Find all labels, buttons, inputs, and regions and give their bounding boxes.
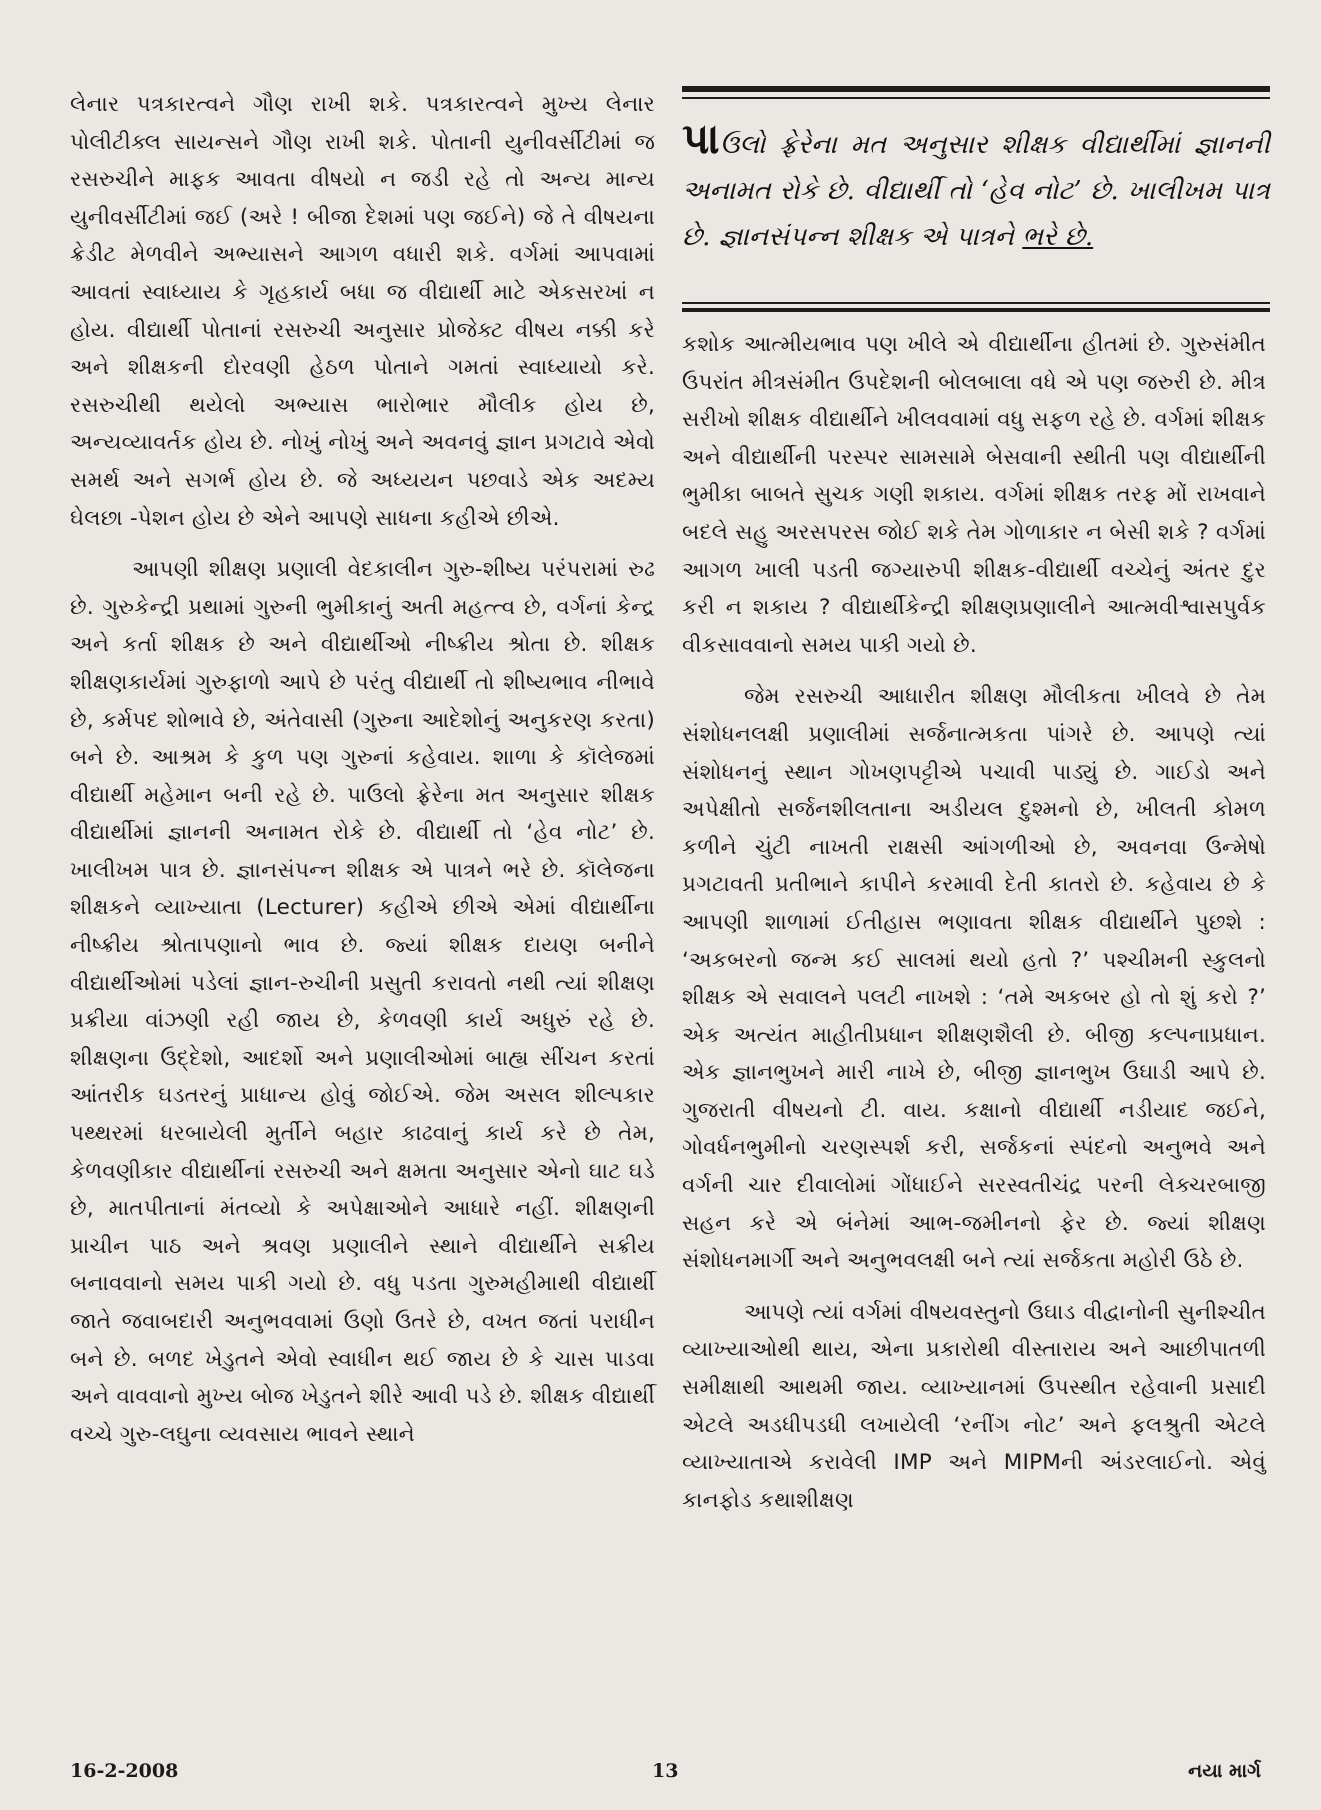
footer-page-number: 13 (652, 1760, 679, 1782)
pullquote-top-thin-rule (682, 97, 1270, 99)
footer-magazine-name: નયા માર્ગ (1188, 1760, 1261, 1782)
right-paragraph-2: જેમ રસરુચી આધારીત શીક્ષણ મૌલીકતા ખીલવે છે તેમ સંશોધનલક્ષી પ્રણાલીમાં સર્જનાત્મકતા પાંગરે છે. આપણે ત્યાં સંશોધનનું સ્થાન ગોખણપટ્ટીએ પચાવી પાડ્યું છે. ગાઈડો અને અપેક્ષીતો સર્જનશીલતાના અડીયલ દુશ્મનો છે, ખીલતી કોમળ કળીને ચુંટી નાખતી રાક્ષસી આંગળીઓ છે, અવનવા ઉન્મેષો પ્રગટાવતી પ્રતીભાને કાપીને કરમાવી દેતી કાતરો છે. કહેવાય છે કે આપણી શાળામાં ઈતીહાસ ભણાવતા શીક્ષક વીદ્યાર્થીને પુછશે : ‘અકબરનો જન્મ કઈ સાલમાં થયો હતો ?’ પશ્ચીમની સ્કુલનો શીક્ષક એ સવાલને પલટી નાખશે : ‘તમે અકબર હો તો શું કરો ?’ એક અત્યંત માહીતીપ્રધાન શીક્ષણશૈલી છે. બીજી કલ્પનાપ્રધાન. એક જ્ઞાનભુખને મારી નાખે છે, બીજી જ્ઞાનભુખ ઉઘાડી આપે છે. ગુજરાતી વીષયનો ટી. વાય. કક્ષાનો વીદ્યાર્થી નડીયાદ જઈને, ગોવર્ધનભુમીનો ચરણસ્પર્શ કરી, સર્જકનાં સ્પંદનો અનુભવે અને વર્ગની ચાર દીવાલોમાં ગોંધાઈને સરસ્વતીચંદ્ર પરની લેક્ચરબાજી સહન કરે એ બંનેમાં આભ-જમીનનો ફેર છે. જ્યાં શીક્ષણ સંશોધનમાર્ગી અને અનુભવલક્ષી બને ત્યાં સર્જકતા મહોરી ઉઠે છે. (682, 684, 1266, 1274)
right-paragraph-1: કશોક આત્મીયભાવ પણ ખીલે એ વીદ્યાર્થીના હીતમાં છે. ગુરુસંમીત ઉપરાંત મીત્રસંમીત ઉપદેશની બોલબાલા વધે એ પણ જરુરી છે. મીત્ર સરીખો શીક્ષક વીદ્યાર્થીને ખીલવવામાં વધુ સફળ રહે છે. વર્ગમાં શીક્ષક અને વીદ્યાર્થીની પરસ્પર સામસામે બેસવાની સ્થીતી પણ વીદ્યાર્થીની ભુમીકા બાબતે સુચક ગણી શકાય. વર્ગમાં શીક્ષક તરફ મોં રાખવાને બદલે સહુ અરસપરસ જોઈ શકે તેમ ગોળાકાર ન બેસી શકે ? વર્ગમાં આગળ ખાલી પડતી જગ્યારુપી શીક્ષક-વીદ્યાર્થી વચ્ચેનું અંતર દુર કરી ન શકાય ? વીદ્યાર્થીકેન્દ્રી શીક્ષણપ્રણાલીને આત્મવીશ્વાસપુર્વક વીકસાવવાનો સમય પાકી ગયો છે. (682, 332, 1266, 658)
left-paragraph-1: લેનાર પત્રકારત્વને ગૌણ રાખી શકે. પત્રકારત્વને મુખ્ય લેનાર પોલીટીક્લ સાયન્સને ગૌણ રાખી શકે. પોતાની યુનીવર્સીટીમાં જ રસરુચીને માફક આવતા વીષયો ન જડી રહે તો અન્ય માન્ય યુનીવર્સીટીમાં જઈ (અરે ! બીજા દેશમાં પણ જઈને) જે તે વીષયના ક્રેડીટ મેળવીને અભ્યાસને આગળ વધારી શકે. વર્ગમાં આપવામાં આવતાં સ્વાધ્યાય કે ગૃહકાર્ય બધા જ વીદ્યાર્થી માટે એકસરખાં ન હોય. વીદ્યાર્થી પોતાનાં રસરુચી અનુસાર પ્રોજેક્ટ વીષય નક્કી કરે અને શીક્ષકની દોરવણી હેઠળ પોતાને ગમતાં સ્વાધ્યાયો કરે. રસરુચીથી થયેલો અભ્યાસ ભારોભાર મૌલીક હોય છે, અન્યવ્યાવર્તક હોય છે. નોખું નોખું અને અવનવું જ્ઞાન પ્રગટાવે એવો સમર્થ અને સગર્ભ હોય છે. જે અધ્યયન પછવાડે એક અદમ્ય ઘેલછા -પેશન હોય છે એને આપણે સાધના કહીએ છીએ. (70, 92, 655, 531)
pullquote-top-thick-rule (682, 86, 1270, 92)
pull-quote-last-line: ભરે છે. (1022, 222, 1094, 252)
right-paragraph-3: આપણે ત્યાં વર્ગમાં વીષયવસ્તુનો ઉઘાડ વીદ્વાનોની સુનીશ્ચીત વ્યાખ્યાઓથી થાય, એના પ્રકારોથી વીસ્તારાય અને આછીપાતળી સમીક્ષાથી આથમી જાય. વ્યાખ્યાનમાં ઉપસ્થીત રહેવાની પ્રસાદી એટલે અડધીપડધી લખાયેલી ‘રનીંગ નોટ’ અને ફલશ્રુતી એટલે વ્યાખ્યાતાએ કરાવેલી IMP અને MIPMની અંડરલાઈનો. એવું કાનફોડ કથાશીક્ષણ (682, 1299, 1266, 1513)
pull-quote-dropcap: પા (682, 114, 720, 163)
right-column (682, 326, 1266, 1519)
pullquote-bottom-thin-rule (682, 302, 1270, 304)
left-paragraph-2: આપણી શીક્ષણ પ્રણાલી વેદકાલીન ગુરુ-શીષ્ય પરંપરામાં રુઢ છે. ગુરુકેન્દ્રી પ્રથામાં ગુરુની ભુમીકાનું અતી મહત્ત્વ છે, વર્ગનાં કેન્દ્ર અને કર્તા શીક્ષક છે અને વીદ્યાર્થીઓ નીષ્ક્રીય શ્રોતા છે. શીક્ષક શીક્ષણકાર્યમાં ગુરુફાળો આપે છે પરંતુ વીદ્યાર્થી તો શીષ્યભાવ નીભાવે છે, કર્મપદ શોભાવે છે, અંતેવાસી (ગુરુના આદેશોનું અનુકરણ કરતા) બને છે. આશ્રમ કે કુળ પણ ગુરુનાં કહેવાય. શાળા કે કૉલેજમાં વીદ્યાર્થી મહેમાન બની રહે છે. પાઉલો ફ્રેરેના મત અનુસાર શીક્ષક વીદ્યાર્થીમાં જ્ઞાનની અનામત રોકે છે. વીદ્યાર્થી તો ‘હેવ નોટ’ છે. ખાલીખમ પાત્ર છે. જ્ઞાનસંપન્ન શીક્ષક એ પાત્રને ભરે છે. કૉલેજના શીક્ષકને વ્યાખ્યાતા (Lecturer) કહીએ છીએ એમાં વીદ્યાર્થીના નીષ્ક્રીય શ્રોતાપણાનો ભાવ છે. જ્યાં શીક્ષક દાયણ બનીને વીદ્યાર્થીઓમાં પડેલાં જ્ઞાન-રુચીની પ્રસુતી કરાવતો નથી ત્યાં શીક્ષણ પ્રક્રીયા વાંઝણી રહી જાય છે, કેળવણી કાર્ય અધુરું રહે છે. શીક્ષણના ઉદ્દેશો, આદર્શો અને પ્રણાલીઓમાં બાહ્ય સીંચન કરતાં આંતરીક ઘડતરનું પ્રાધાન્ય હોવું જોઈએ. જેમ અસલ શીલ્પકાર પથ્થરમાં ધરબાયેલી મુર્તીને બહાર કાઢવાનું કાર્ય કરે છે તેમ, કેળવણીકાર વીદ્યાર્થીનાં રસરુચી અને ક્ષમતા અનુસાર એનો ઘાટ ઘડે છે, માતપીતાનાં મંતવ્યો કે અપેક્ષાઓને આધારે નહીં. શીક્ષણની પ્રાચીન પાઠ અને શ્રવણ પ્રણાલીને સ્થાને વીદ્યાર્થીને સક્રીય બનાવવાનો સમય પાકી ગયો છે. વધુ પડતા ગુરુમહીમાથી વીદ્યાર્થી જાતે જવાબદારી અનુભવવામાં ઉણો ઉતરે છે, વખત જતાં પરાધીન બને છે. બળદ ખેડુતને એવો સ્વાધીન થઈ જાય છે કે ચાસ પાડવા અને વાવવાનો મુખ્ય બોજ ખેડુતને શીરે આવી પડે છે. શીક્ષક વીદ્યાર્થી વચ્ચે ગુરુ-લઘુના વ્યવસાય ભાવને સ્થાને (70, 557, 655, 1447)
left-column (70, 86, 655, 1453)
footer-date: 16-2-2008 (70, 1760, 179, 1782)
pullquote-bottom-thick-rule (682, 308, 1270, 312)
pull-quote (682, 114, 1270, 260)
pull-quote-text: ઉલો ફ્રેરેના મત અનુસાર શીક્ષક વીદ્યાર્થીમાં જ્ઞાનની અનામત રોકે છે. વીદ્યાર્થી તો ‘હેવ નોટ’ છે. ખાલીખમ પાત્ર છે. જ્ઞાનસંપન્ન શીક્ષક એ પાત્રને (682, 130, 1270, 252)
